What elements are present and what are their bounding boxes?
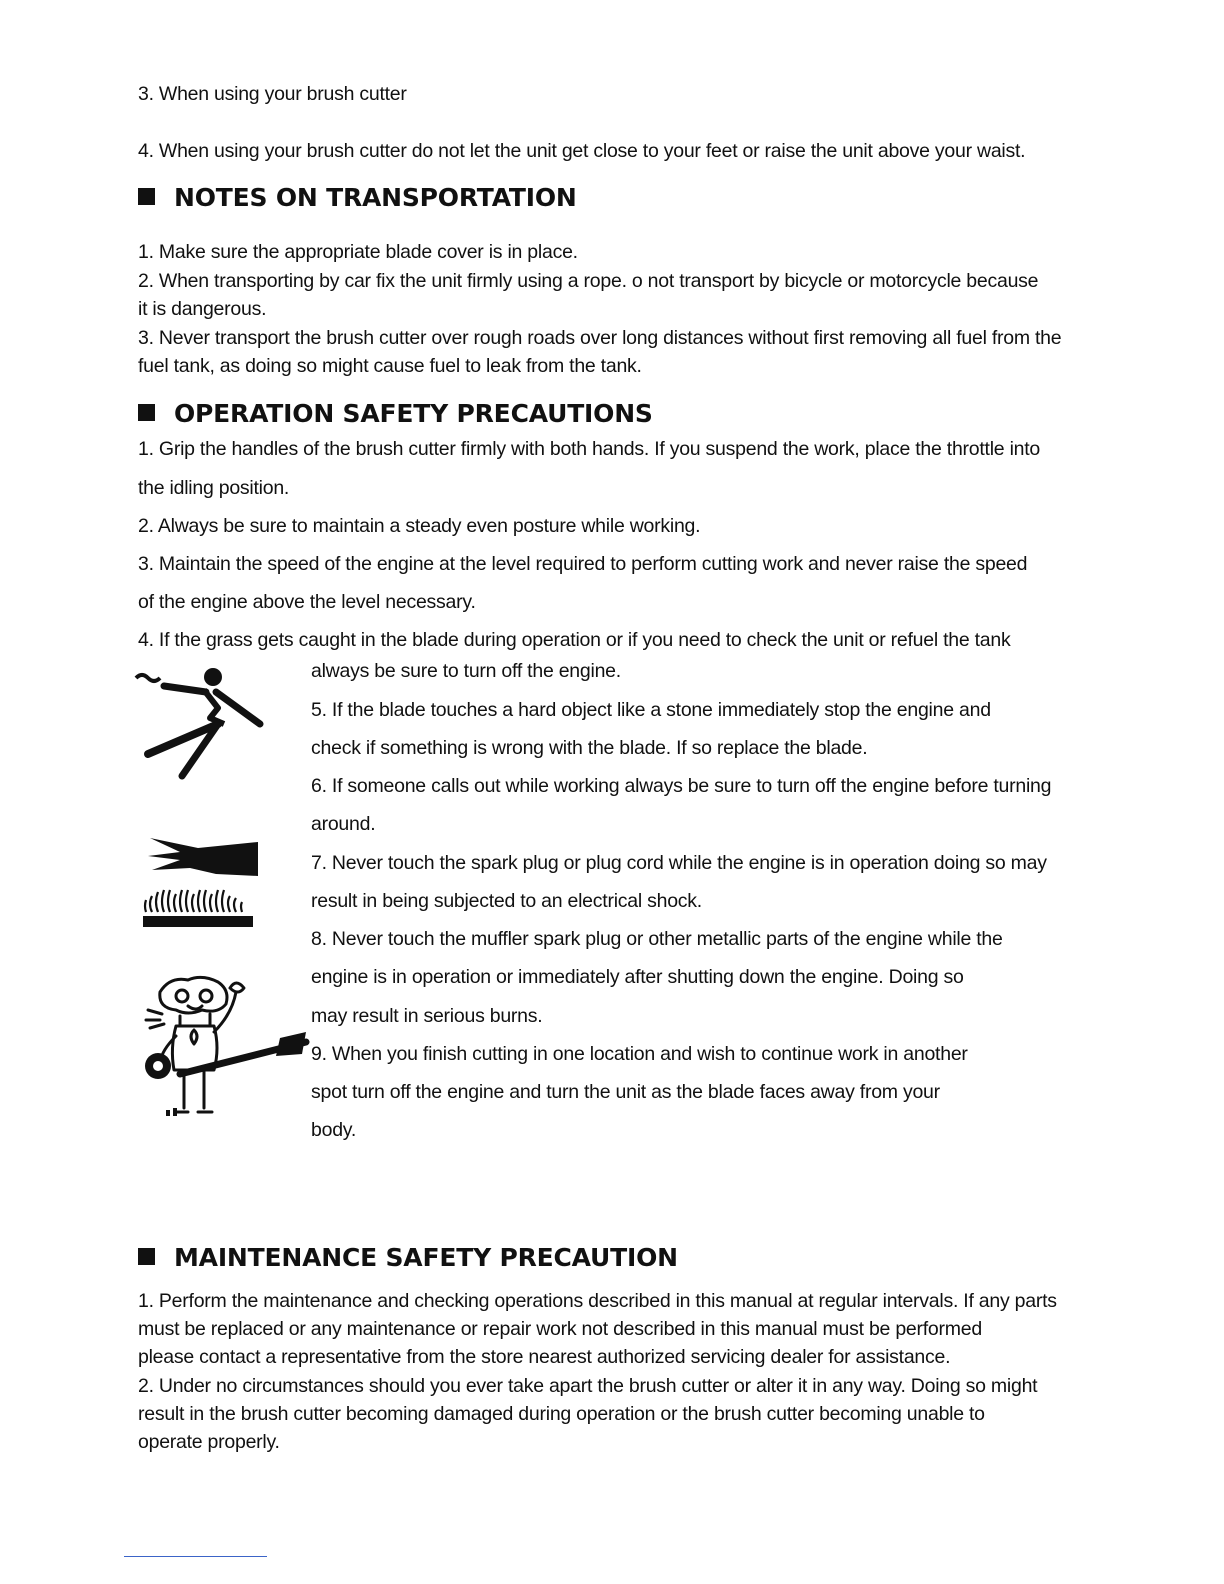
- operation-line: 2. Always be sure to maintain a steady even posture while working.: [138, 515, 701, 537]
- transport-line: 2. When transporting by car fix the unit firmly using a rope. o not transport by bicycle or motorcycle because: [138, 270, 1039, 292]
- operation-line: 3. Maintain the speed of the engine at the level required to perform cutting work and never raise the speed: [138, 553, 1028, 575]
- electric-shock-icon: [134, 664, 266, 782]
- operation-line: body.: [311, 1119, 357, 1141]
- operation-line: always be sure to turn off the engine.: [311, 660, 621, 682]
- hot-surface-icon: [140, 832, 264, 930]
- operation-line: 7. Never touch the spark plug or plug cord while the engine is in operation doing so may: [311, 852, 1047, 874]
- operation-line: the idling position.: [138, 477, 290, 499]
- square-bullet-icon: [138, 404, 155, 421]
- operation-line: 8. Never touch the muffler spark plug or other metallic parts of the engine while the: [311, 928, 1003, 950]
- operation-heading-text: OPERATION SAFETY PRECAUTIONS: [174, 399, 653, 428]
- operation-line: engine is in operation or immediately after shutting down the engine. Doing so: [311, 966, 964, 988]
- blade-warning-icon: [140, 970, 310, 1130]
- footer-rule: [124, 1556, 267, 1557]
- square-bullet-icon: [138, 188, 155, 205]
- operation-line: around.: [311, 813, 376, 835]
- operation-line: of the engine above the level necessary.: [138, 591, 476, 613]
- operation-line: result in being subjected to an electrical shock.: [311, 890, 702, 912]
- intro-item-4: 4. When using your brush cutter do not let the unit get close to your feet or raise the unit above your waist.: [138, 140, 1026, 162]
- operation-line: 9. When you finish cutting in one location and wish to continue work in another: [311, 1043, 968, 1065]
- maintenance-line: 2. Under no circumstances should you ever take apart the brush cutter or alter it in any way. Doing so might: [138, 1375, 1038, 1397]
- maintenance-line: operate properly.: [138, 1431, 280, 1453]
- maintenance-heading-text: MAINTENANCE SAFETY PRECAUTION: [174, 1243, 678, 1272]
- operation-line: spot turn off the engine and turn the unit as the blade faces away from your: [311, 1081, 940, 1103]
- transport-line: 3. Never transport the brush cutter over rough roads over long distances without first removing all fuel from the: [138, 327, 1062, 349]
- transportation-heading-text: NOTES ON TRANSPORTATION: [174, 183, 577, 212]
- square-bullet-icon: [138, 1248, 155, 1265]
- operation-heading: [138, 399, 653, 429]
- maintenance-line: 1. Perform the maintenance and checking operations described in this manual at regular intervals. If any parts: [138, 1290, 1057, 1312]
- maintenance-line: result in the brush cutter becoming damaged during operation or the brush cutter becoming unable to: [138, 1403, 985, 1425]
- transport-line: fuel tank, as doing so might cause fuel to leak from the tank.: [138, 355, 642, 377]
- maintenance-line: please contact a representative from the store nearest authorized servicing dealer for assistance.: [138, 1346, 951, 1368]
- operation-line: 4. If the grass gets caught in the blade during operation or if you need to check the unit or refuel the tank: [138, 629, 1011, 651]
- operation-line: 6. If someone calls out while working always be sure to turn off the engine before turning: [311, 775, 1052, 797]
- transportation-heading: [138, 183, 577, 213]
- operation-line: may result in serious burns.: [311, 1005, 543, 1027]
- transport-line: 1. Make sure the appropriate blade cover is in place.: [138, 241, 578, 263]
- maintenance-heading: [138, 1243, 678, 1273]
- operation-line: check if something is wrong with the blade. If so replace the blade.: [311, 737, 868, 759]
- operation-line: 1. Grip the handles of the brush cutter firmly with both hands. If you suspend the work, place the throttle into: [138, 438, 1041, 460]
- maintenance-line: must be replaced or any maintenance or repair work not described in this manual must be performed: [138, 1318, 982, 1340]
- intro-item-3: 3. When using your brush cutter: [138, 83, 407, 105]
- transport-line: it is dangerous.: [138, 298, 267, 320]
- operation-line: 5. If the blade touches a hard object like a stone immediately stop the engine and: [311, 699, 991, 721]
